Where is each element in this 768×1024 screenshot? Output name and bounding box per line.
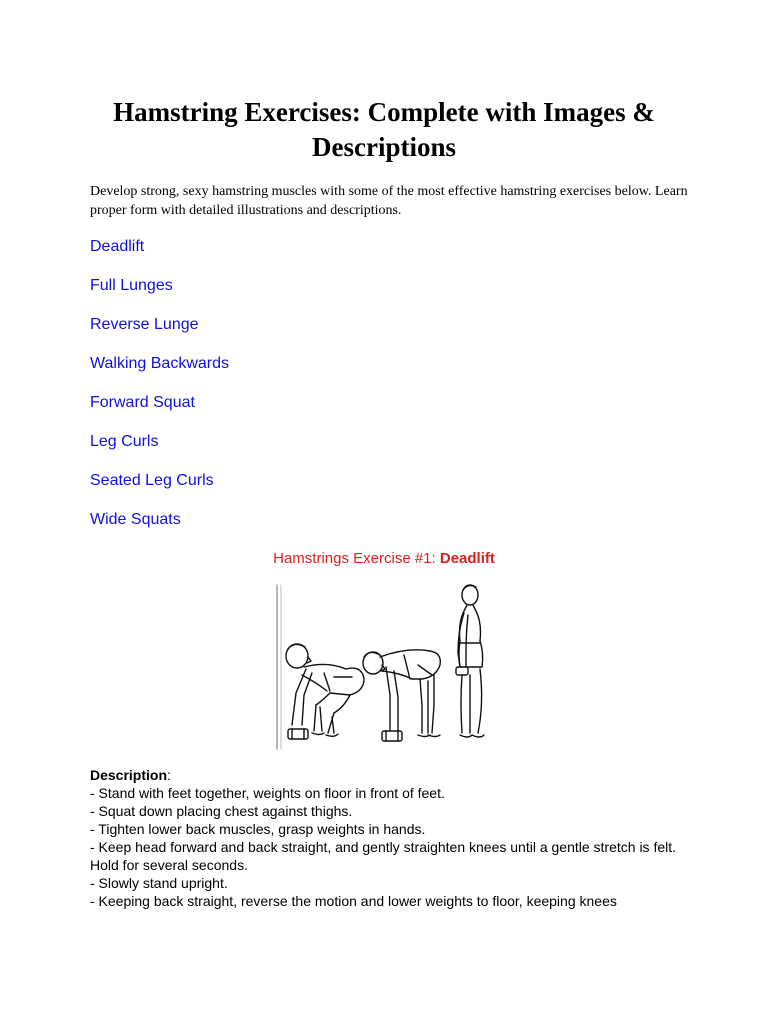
list-item (90, 393, 229, 432)
exercise-link-list (90, 237, 229, 549)
description-label-line (90, 767, 171, 783)
figure-squat (286, 644, 364, 739)
list-item (90, 510, 229, 549)
figure-bent-over (363, 650, 440, 741)
wall-line (277, 585, 281, 749)
description-step: - Slowly stand upright. (90, 875, 228, 891)
page-title: Hamstring Exercises: Complete with Images & Descriptions (113, 97, 655, 162)
description-step: - Keeping back straight, reverse the motion and lower weights to floor, keeping knees (90, 893, 617, 909)
exercise-1-heading-prefix: Hamstrings Exercise #1: (273, 550, 440, 567)
list-item (90, 276, 229, 315)
link-leg-curls[interactable]: Leg Curls (90, 433, 159, 450)
deadlift-illustration (272, 583, 502, 753)
description-step: - Keep head forward and back straight, and gently straighten knees until a gentle stretch is felt. Hold for several seconds. (90, 839, 677, 873)
link-deadlift[interactable]: Deadlift (90, 238, 145, 255)
description-colon: : (167, 767, 171, 783)
list-item (90, 354, 229, 393)
description-label: Description (90, 767, 168, 783)
link-walking-backwards[interactable]: Walking Backwards (90, 355, 230, 372)
list-item (90, 432, 229, 471)
exercise-1-heading (0, 549, 768, 569)
list-item (90, 471, 229, 510)
description-step: - Squat down placing chest against thighs. (90, 803, 353, 819)
intro-paragraph: Develop strong, sexy hamstring muscles with some of the most effective hamstring exercises below. Learn proper form with detailed illustrations and descriptions. (90, 184, 688, 218)
link-reverse-lunge[interactable]: Reverse Lunge (90, 316, 199, 333)
list-item (90, 315, 229, 354)
link-seated-leg-curls[interactable]: Seated Leg Curls (90, 472, 214, 489)
list-item (90, 237, 229, 276)
link-wide-squats[interactable]: Wide Squats (90, 511, 181, 528)
link-forward-squat[interactable]: Forward Squat (90, 394, 195, 411)
exercise-1-heading-name: Deadlift (439, 550, 495, 567)
exercise-1-description (90, 766, 690, 910)
description-step: - Stand with feet together, weights on floor in front of feet. (90, 785, 445, 801)
figure-standing (456, 585, 484, 737)
link-full-lunges[interactable]: Full Lunges (90, 277, 173, 294)
description-step: - Tighten lower back muscles, grasp weights in hands. (90, 821, 426, 837)
